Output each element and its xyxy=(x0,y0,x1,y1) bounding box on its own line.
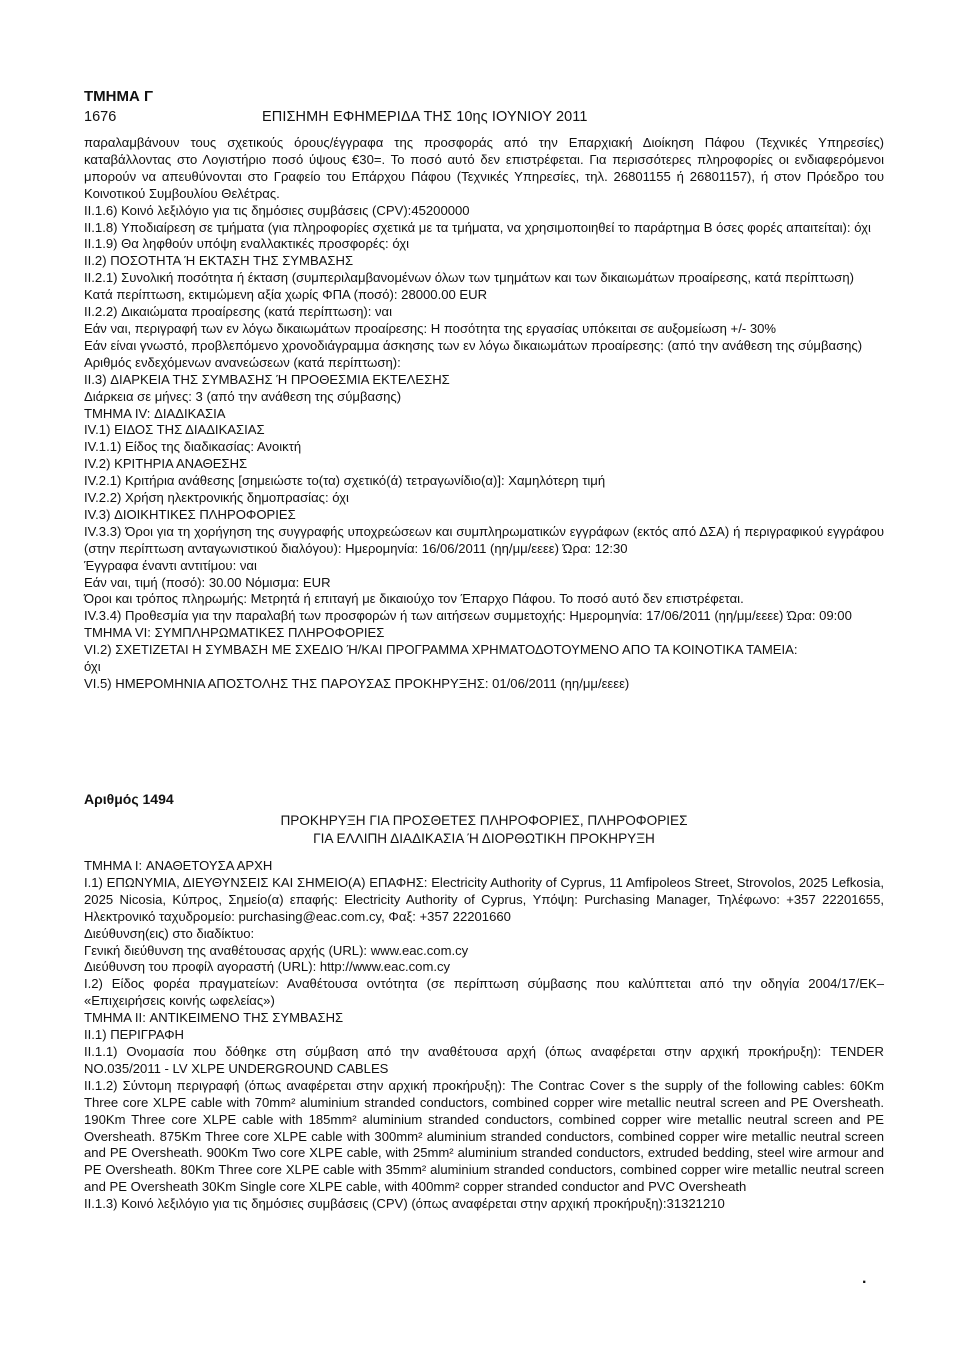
section-heading: II.2) ΠΟΣΟΤΗΤΑ Ή ΕΚΤΑΣΗ ΤΗΣ ΣΥΜΒΑΣΗΣ xyxy=(84,253,354,269)
paragraph: Εάν είναι γνωστό, προβλεπόμενο χρονοδιάγραμμα άσκησης των εν λόγω δικαιωμάτων προαίρεσης: (από την ανάθεση της σύμβασης) xyxy=(84,337,863,353)
paragraph: Γενική διεύθυνση της αναθέτουσας αρχής (URL): www.eac.com.cy xyxy=(84,942,469,958)
paragraph: Διεύθυνση(εις) στο διαδίκτυο: xyxy=(84,925,255,941)
paragraph: I.1) ΕΠΩΝΥΜΙΑ, ΔΙΕΥΘΥΝΣΕΙΣ ΚΑΙ ΣΗΜΕΙΟ(Α) ΕΠΑΦΗΣ: Electricity Authority of Cyprus, 11 Amfipoleos Street, Strovolos, 2025 Lefkosia, 2025 Nicosia, Κύπρος, Σημείο(α) επαφής: Electricity Authority of Cyprus, Υπόψη: Purchasing Manager, Τηλέφωνο: +357 22201655, Ηλεκτρονικό ταχυδρομείο: purchasing@eac.com.cy, Φαξ: +357 22201660 xyxy=(84,874,884,924)
notice-continuation xyxy=(84,135,884,693)
notice-title-line-2: ΓΙΑ ΕΛΛΙΠΗ ΔΙΑΔΙΚΑΣΙΑ Ή ΔΙΟΡΘΩΤΙΚΗ ΠΡΟΚΗΡΥΞΗ xyxy=(313,831,655,846)
paragraph: Όροι και τρόπος πληρωμής: Μετρητά ή επιταγή με δικαιούχο τον Έπαρχο Πάφου. Το ποσό αυτό δεν επιστρέφεται. xyxy=(84,591,744,607)
paragraph: IV.2.2) Χρήση ηλεκτρονικής δημοπρασίας: όχι xyxy=(84,490,349,506)
paragraph: παραλαμβάνουν τους σχετικούς όρους/έγγραφα της προσφοράς από την Επαρχιακή Διοίκηση Πάφου (Τεχνικές Υπηρεσίες) καταβάλλοντας στο Λογιστήριο ποσό ύψους €30=. Το ποσό αυτό δεν επιστρέφεται. Για περισσότερες πληροφορίες οι ενδιαφερόμενοι μπορούν να απευθύνονται στο Γραφείο του Επάρχου Πάφου (Τεχνικές Υπηρεσίες, τηλ. 26801155 ή 26801157), ή στον Πρόεδρο του Κοινοτικού Συμβουλίου Θελέτρας. xyxy=(84,135,884,201)
paragraph: Εάν ναι, τιμή (ποσό): 30.00 Νόμισμα: EUR xyxy=(84,574,331,590)
notice-1494 xyxy=(84,790,884,1213)
paragraph: II.1.8) Υποδιαίρεση σε τμήματα (για πληροφορίες σχετικά με τα τμήματα, να χρησιμοποιηθεί το παράρτημα Β όσες φορές απαιτείται): όχι xyxy=(84,219,871,235)
notice-number: Αριθμός 1494 xyxy=(84,791,174,807)
paragraph: I.2) Είδος φορέα πραγματείων: Αναθέτουσα οντότητα (σε περίπτωση σύμβασης που καλύπτεται από την οδηγία 2004/17/ΕΚ– «Επιχειρήσεις κοινής ωφελείας») xyxy=(84,976,884,1009)
section-heading: IV.1) ΕΙΔΟΣ ΤΗΣ ΔΙΑΔΙΚΑΣΙΑΣ xyxy=(84,422,265,438)
paragraph: Διάρκεια σε μήνες: 3 (από την ανάθεση της σύμβασης) xyxy=(84,388,402,404)
stray-mark: . xyxy=(862,1270,867,1287)
section-heading: ΤΜΗΜΑ II: ΑΝΤΙΚΕΙΜΕΝΟ ΤΗΣ ΣΥΜΒΑΣΗΣ xyxy=(84,1010,344,1026)
section-heading: ΤΜΗΜΑ IV: ΔΙΑΔΙΚΑΣΙΑ xyxy=(84,405,226,421)
paragraph: VI.5) ΗΜΕΡΟΜΗΝΙΑ ΑΠΟΣΤΟΛΗΣ ΤΗΣ ΠΑΡΟΥΣΑΣ ΠΡΟΚΗΡΥΞΗΣ: 01/06/2011 (ηη/μμ/εεεε) xyxy=(84,676,630,691)
paragraph: II.1.9) Θα ληφθούν υπόψη εναλλακτικές προσφορές: όχι xyxy=(84,236,410,252)
paragraph: όχι xyxy=(84,659,101,675)
section-label: ΤΜΗΜΑ Γ xyxy=(84,88,154,105)
section-heading: VI.2) ΣΧΕΤΙΖΕΤΑΙ Η ΣΥΜΒΑΣΗ ΜΕ ΣΧΕΔΙΟ Ή/ΚΑΙ ΠΡΟΓΡΑΜΜΑ ΧΡΗΜΑΤΟΔΟΤΟΥΜΕΝΟ ΑΠΟ ΤΑ ΚΟΙΝΟΤΙΚΑ ΤΑΜΕΙΑ: xyxy=(84,642,798,658)
section-heading: ΤΜΗΜΑ VI: ΣΥΜΠΛΗΡΩΜΑΤΙΚΕΣ ΠΛΗΡΟΦΟΡΙΕΣ xyxy=(84,625,385,641)
paragraph: IV.3.3) Όροι για τη χορήγηση της συγγραφής υποχρεώσεων και συμπληρωματικών εγγράφων (εκτός από ΔΣΑ) ή περιγραφικού εγγράφου (στην περίπτωση ανταγωνιστικού διαλόγου): Ημερομηνία: 16/06/2011 (ηη/μμ/εεεε) Ώρα: 12:30 xyxy=(84,523,884,556)
paragraph: Κατά περίπτωση, εκτιμώμενη αξία χωρίς ΦΠΑ (ποσό): 28000.00 EUR xyxy=(84,287,488,303)
notice-title-line-1: ΠΡΟΚΗΡΥΞΗ ΓΙΑ ΠΡΟΣΘΕΤΕΣ ΠΛΗΡΟΦΟΡΙΕΣ, ΠΛΗΡΟΦΟΡΙΕΣ xyxy=(280,813,688,828)
paragraph: II.2.1) Συνολική ποσότητα ή έκταση (συμπεριλαμβανομένων όλων των τμημάτων και των δικαιωμάτων προαίρεσης, κατά περίπτωση) xyxy=(84,270,855,286)
paragraph: IV.1.1) Είδος της διαδικασίας: Ανοικτή xyxy=(84,439,302,455)
gazette-title: ΕΠΙΣΗΜΗ ΕΦΗΜΕΡΙΔΑ ΤΗΣ 10ης ΙΟΥΝΙΟΥ 2011 xyxy=(262,109,588,125)
paragraph: Αριθμός ενδεχόμενων ανανεώσεων (κατά περίπτωση): xyxy=(84,354,401,370)
paragraph: Διεύθυνση του προφίλ αγοραστή (URL): http://www.eac.com.cy xyxy=(84,959,451,975)
header-row xyxy=(84,108,884,126)
section-heading: IV.2) ΚΡΙΤΗΡΙΑ ΑΝΑΘΕΣΗΣ xyxy=(84,456,248,472)
paragraph: Έγγραφα έναντι αντιτίμου: ναι xyxy=(84,557,257,573)
paragraph: II.1.3) Κοινό λεξιλόγιο για τις δημόσιες συμβάσεις (CPV) (όπως αναφέρεται στην αρχική προκήρυξη):31321210 xyxy=(84,1196,725,1212)
section-heading: ΤΜΗΜΑ I: ΑΝΑΘΕΤΟΥΣΑ ΑΡΧΗ xyxy=(84,858,273,873)
section-heading: II.1) ΠΕΡΙΓΡΑΦΗ xyxy=(84,1027,184,1043)
section-heading: IV.3) ΔΙΟΙΚΗΤΙΚΕΣ ΠΛΗΡΟΦΟΡΙΕΣ xyxy=(84,506,296,522)
section-heading: II.3) ΔΙΑΡΚΕΙΑ ΤΗΣ ΣΥΜΒΑΣΗΣ Ή ΠΡΟΘΕΣΜΙΑ ΕΚΤΕΛΕΣΗΣ xyxy=(84,371,450,387)
page-number: 1676 xyxy=(84,109,117,125)
paragraph: II.2.2) Δικαιώματα προαίρεσης (κατά περίπτωση): ναι xyxy=(84,304,393,320)
paragraph: IV.2.1) Κριτήρια ανάθεσης [σημειώστε το(τα) σχετικό(ά) τετραγωνίδιο(α)]: Χαμηλότερη τιμή xyxy=(84,473,606,489)
paragraph: IV.3.4) Προθεσμία για την παραλαβή των προσφορών ή των αιτήσεων συμμετοχής: Ημερομηνία: 17/06/2011 (ηη/μμ/εεεε) Ώρα: 09:00 xyxy=(84,608,852,624)
paragraph: II.1.1) Ονομασία που δόθηκε στη σύμβαση από την αναθέτουσα αρχή (όπως αναφέρεται στην αρχική προκήρυξη): TENDER NO.035/2011 - LV XLPE UNDERGROUND CABLES xyxy=(84,1043,884,1076)
paragraph: II.1.6) Κοινό λεξιλόγιο για τις δημόσιες συμβάσεις (CPV):45200000 xyxy=(84,202,470,218)
page-header xyxy=(84,88,884,126)
paragraph: Εάν ναι, περιγραφή των εν λόγω δικαιωμάτων προαίρεσης: Η ποσότητα της εργασίας υπόκειται σε αυξομείωση +/- 30% xyxy=(84,320,777,336)
paragraph: II.1.2) Σύντομη περιγραφή (όπως αναφέρεται στην αρχική προκήρυξη): The Contrac Cover s the supply of the following cables: 60Km Three core XLPE cable with 70mm² aluminium stranded conductors, combined copper wire metallic neutral screen and PE Oversheath. 190Km Three core XLPE cable with 185mm² aluminium stranded conductors, combined copper wire metallic neutral screen and PE Oversheath. 875Km Three core XLPE cable with 300mm² aluminium stranded conductors, combined copper wire metallic neutral screen and PE Oversheath. 900Km Two core XLPE cable, with 25mm² aluminium stranded conductors, extruded bedding, steel wire armour and PE Oversheath. 80Km Three core XLPE cable with 35mm² aluminium stranded conductors, combined copper wire metallic neutral screen and PE Oversheath 30Km Single core XLPE cable, with 400mm² copper stranded conductor and PVC Oversheath xyxy=(84,1077,884,1195)
